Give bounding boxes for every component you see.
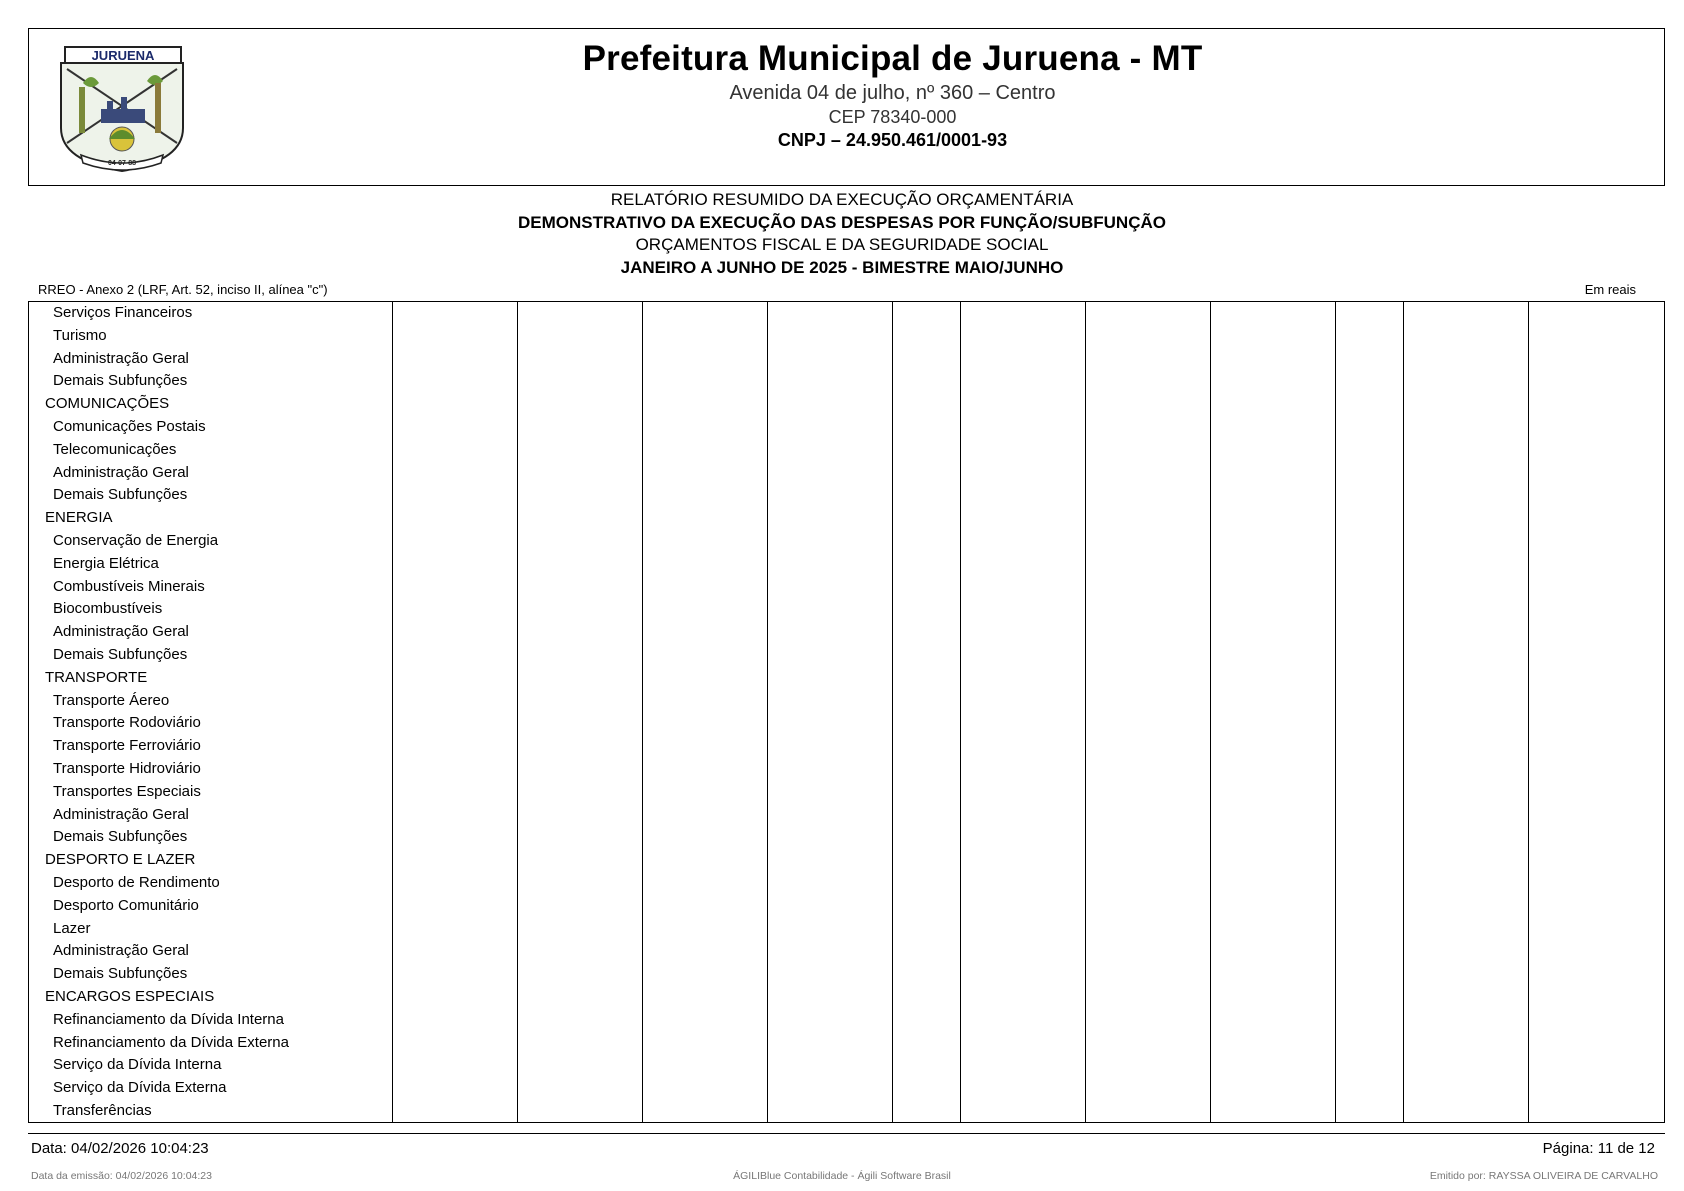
city-hall-title: Prefeitura Municipal de Juruena - MT — [582, 39, 1203, 78]
emission-date: Data da emissão: 04/02/2026 10:04:23 — [31, 1170, 212, 1182]
subfunction-row-label: Lazer — [53, 919, 91, 937]
subfunction-row-label: Administração Geral — [53, 942, 189, 960]
expenses-table — [28, 301, 1665, 1123]
subfunction-row-label: Energia Elétrica — [53, 554, 159, 572]
column-divider — [1528, 302, 1529, 1122]
postal-code: CEP 78340-000 — [828, 107, 957, 127]
column-divider — [1085, 302, 1086, 1122]
subfunction-row-label: Demais Subfunções — [53, 828, 188, 846]
column-divider — [892, 302, 893, 1122]
subfunction-row-label: Administração Geral — [53, 623, 189, 641]
column-divider — [767, 302, 768, 1122]
subfunction-row-label: Refinanciamento da Dívida Externa — [53, 1033, 289, 1051]
report-titles — [0, 189, 1684, 279]
function-row-label: DESPORTO E LAZER — [45, 851, 196, 869]
column-divider — [960, 302, 961, 1122]
subfunction-row-label: Transportes Especiais — [53, 782, 201, 800]
column-divider — [392, 302, 393, 1122]
column-divider — [1335, 302, 1336, 1122]
subfunction-row-label: Serviço da Dívida Interna — [53, 1056, 222, 1074]
report-period: JANEIRO A JUNHO DE 2025 - BIMESTRE MAIO/JUNHO — [620, 257, 1064, 277]
subfunction-row-label: Conservação de Energia — [53, 531, 219, 549]
subfunction-row-label: Combustíveis Minerais — [53, 577, 205, 595]
subfunction-row-label: Transporte Rodoviário — [53, 714, 201, 732]
subfunction-row-label: Turismo — [53, 326, 107, 344]
logo-text: JURUENA — [91, 48, 155, 63]
footer-divider — [28, 1133, 1665, 1134]
function-row-label: TRANSPORTE — [45, 668, 148, 686]
function-row-label: ENERGIA — [45, 509, 113, 527]
subfunction-row-label: Biocombustíveis — [53, 600, 163, 618]
currency-units: Em reais — [1584, 282, 1636, 297]
function-row-label: COMUNICAÇÕES — [45, 395, 170, 413]
report-title-line-2: DEMONSTRATIVO DA EXECUÇÃO DAS DESPESAS POR FUNÇÃO/SUBFUNÇÃO — [518, 212, 1166, 232]
cnpj: CNPJ – 24.950.461/0001-93 — [777, 130, 1008, 150]
subfunction-row-label: Serviço da Dívida Externa — [53, 1079, 227, 1097]
issued-by: Emitido por: RAYSSA OLIVEIRA DE CARVALHO — [1429, 1170, 1658, 1182]
subfunction-row-label: Refinanciamento da Dívida Interna — [53, 1010, 284, 1028]
report-title-line-1: RELATÓRIO RESUMIDO DA EXECUÇÃO ORÇAMENTÁRIA — [610, 190, 1074, 209]
subfunction-row-label: Administração Geral — [53, 805, 189, 823]
column-divider — [1403, 302, 1404, 1122]
subfunction-row-label: Transporte Hidroviário — [53, 759, 201, 777]
letterhead-text — [29, 39, 1664, 151]
subfunction-row-label: Administração Geral — [53, 463, 189, 481]
subfunction-row-label: Transporte Áereo — [53, 691, 170, 709]
subfunction-row-label: Telecomunicações — [53, 440, 177, 458]
subfunction-row-label: Administração Geral — [53, 349, 189, 367]
subfunction-row-label: Desporto de Rendimento — [53, 873, 220, 891]
subfunction-row-label: Demais Subfunções — [53, 965, 188, 983]
subfunction-row-label: Serviços Financeiros — [53, 304, 193, 321]
column-divider — [642, 302, 643, 1122]
subfunction-row-label: Transporte Ferroviário — [53, 737, 201, 755]
subfunction-row-label: Comunicações Postais — [53, 417, 206, 435]
subfunction-row-label: Transferências — [53, 1101, 152, 1119]
column-divider — [517, 302, 518, 1122]
row-labels — [29, 302, 389, 1123]
function-row-label: ENCARGOS ESPECIAIS — [45, 987, 215, 1005]
address: Avenida 04 de julho, nº 360 – Centro — [729, 82, 1056, 104]
page-number: Página: 11 de 12 — [1542, 1140, 1655, 1157]
subfunction-row-label: Demais Subfunções — [53, 486, 188, 504]
annex-reference: RREO - Anexo 2 (LRF, Art. 52, inciso II, alínea "c") — [38, 282, 328, 297]
logo-date: 04-07-88 — [107, 160, 137, 167]
report-title-line-3: ORÇAMENTOS FISCAL E DA SEGURIDADE SOCIAL — [635, 235, 1049, 254]
subfunction-row-label: Demais Subfunções — [53, 372, 188, 390]
subfunction-row-label: Desporto Comunitário — [53, 896, 199, 914]
subfunction-row-label: Demais Subfunções — [53, 645, 188, 663]
column-divider — [1210, 302, 1211, 1122]
software-credit: ÁGILIBlue Contabilidade - Ágili Software Brasil — [733, 1170, 951, 1182]
letterhead — [28, 28, 1665, 186]
footer-date: Data: 04/02/2026 10:04:23 — [31, 1140, 209, 1157]
